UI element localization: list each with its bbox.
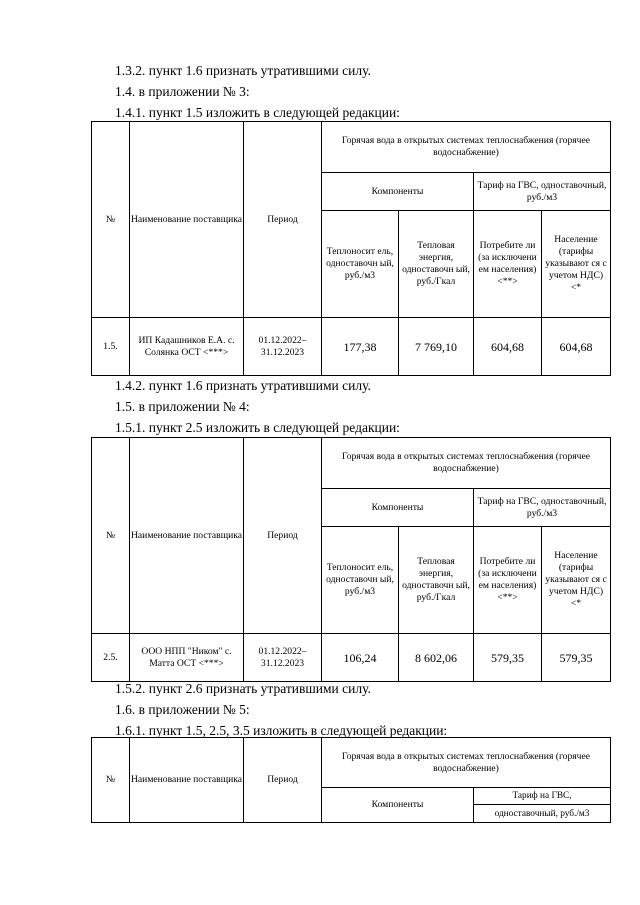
header-heat-carrier: Теплоносит ель, одноставочн ый, руб./м3 — [322, 527, 399, 634]
row-supplier: ИП Кадашников Е.А. с. Солянка ОСТ <***> — [130, 318, 244, 376]
tariff-table-2 — [91, 437, 611, 682]
header-supplier: Наименование поставщика — [130, 438, 244, 634]
row-heat-energy: 7 769,10 — [399, 318, 474, 376]
row-number: 2.5. — [92, 634, 130, 682]
header-hot-water-group: Горячая вода в открытых системах теплоснабжения (горячее водоснабжение) — [322, 122, 611, 173]
row-heat-carrier: 106,24 — [322, 634, 399, 682]
text-line-7: 1.5.2. пункт 2.6 признать утратившими силу. — [115, 681, 371, 696]
header-components: Компоненты — [322, 788, 474, 823]
header-components: Компоненты — [322, 489, 474, 527]
tariff-table-3 — [91, 737, 611, 823]
text-line-6: 1.5.1. пункт 2.5 изложить в следующей редакции: — [115, 420, 400, 435]
row-period: 01.12.2022– 31.12.2023 — [244, 318, 322, 376]
table-row — [92, 634, 611, 682]
header-number: № — [92, 122, 130, 318]
header-tariff-line1: Тариф на ГВС, — [474, 788, 611, 805]
header-heat-energy: Тепловая энергия, одноставочн ый, руб./Гкал — [399, 527, 474, 634]
text-line-8: 1.6. в приложении № 5: — [115, 702, 250, 717]
row-period: 01.12.2022– 31.12.2023 — [244, 634, 322, 682]
row-consumers: 579,35 — [474, 634, 542, 682]
row-heat-carrier: 177,38 — [322, 318, 399, 376]
header-heat-carrier: Теплоносит ель, одноставочн ый, руб./м3 — [322, 211, 399, 318]
text-line-3: 1.4.1. пункт 1.5 изложить в следующей редакции: — [115, 105, 400, 120]
table-row — [92, 318, 611, 376]
header-number: № — [92, 738, 130, 823]
header-population: Население (тарифы указывают ся с учетом НДС) <* — [542, 211, 611, 318]
header-hot-water-group: Горячая вода в открытых системах теплоснабжения (горячее водоснабжение) — [322, 738, 611, 788]
row-consumers: 604,68 — [474, 318, 542, 376]
row-population: 579,35 — [542, 634, 611, 682]
header-tariff: Тариф на ГВС, одноставочный, руб./м3 — [474, 489, 611, 527]
text-line-4: 1.4.2. пункт 1.6 признать утратившими силу. — [115, 378, 371, 393]
header-population: Население (тарифы указывают ся с учетом НДС) <* — [542, 527, 611, 634]
header-components: Компоненты — [322, 173, 474, 211]
row-supplier: ООО НПП "Ником" с. Матта ОСТ <***> — [130, 634, 244, 682]
text-line-1: 1.3.2. пункт 1.6 признать утратившими силу. — [115, 63, 371, 78]
header-consumers: Потребите ли (за исключени ем населения) <**> — [474, 211, 542, 318]
header-supplier: Наименование поставщика — [130, 122, 244, 318]
header-heat-energy: Тепловая энергия, одноставочн ый, руб./Гкал — [399, 211, 474, 318]
tariff-table-1 — [91, 121, 611, 376]
header-tariff-line2: одноставочный, руб./м3 — [474, 805, 611, 823]
text-line-5: 1.5. в приложении № 4: — [115, 399, 250, 414]
header-supplier: Наименование поставщика — [130, 738, 244, 823]
row-population: 604,68 — [542, 318, 611, 376]
header-tariff: Тариф на ГВС, одноставочный, руб./м3 — [474, 173, 611, 211]
row-heat-energy: 8 602,06 — [399, 634, 474, 682]
header-number: № — [92, 438, 130, 634]
text-line-2: 1.4. в приложении № 3: — [115, 84, 250, 99]
text-line-9: 1.6.1. пункт 1.5, 2.5, 3.5 изложить в следующей редакции: — [115, 723, 448, 738]
row-number: 1.5. — [92, 318, 130, 376]
header-period: Период — [244, 438, 322, 634]
header-period: Период — [244, 738, 322, 823]
header-hot-water-group: Горячая вода в открытых системах теплоснабжения (горячее водоснабжение) — [322, 438, 611, 489]
header-period: Период — [244, 122, 322, 318]
header-consumers: Потребите ли (за исключени ем населения) <**> — [474, 527, 542, 634]
